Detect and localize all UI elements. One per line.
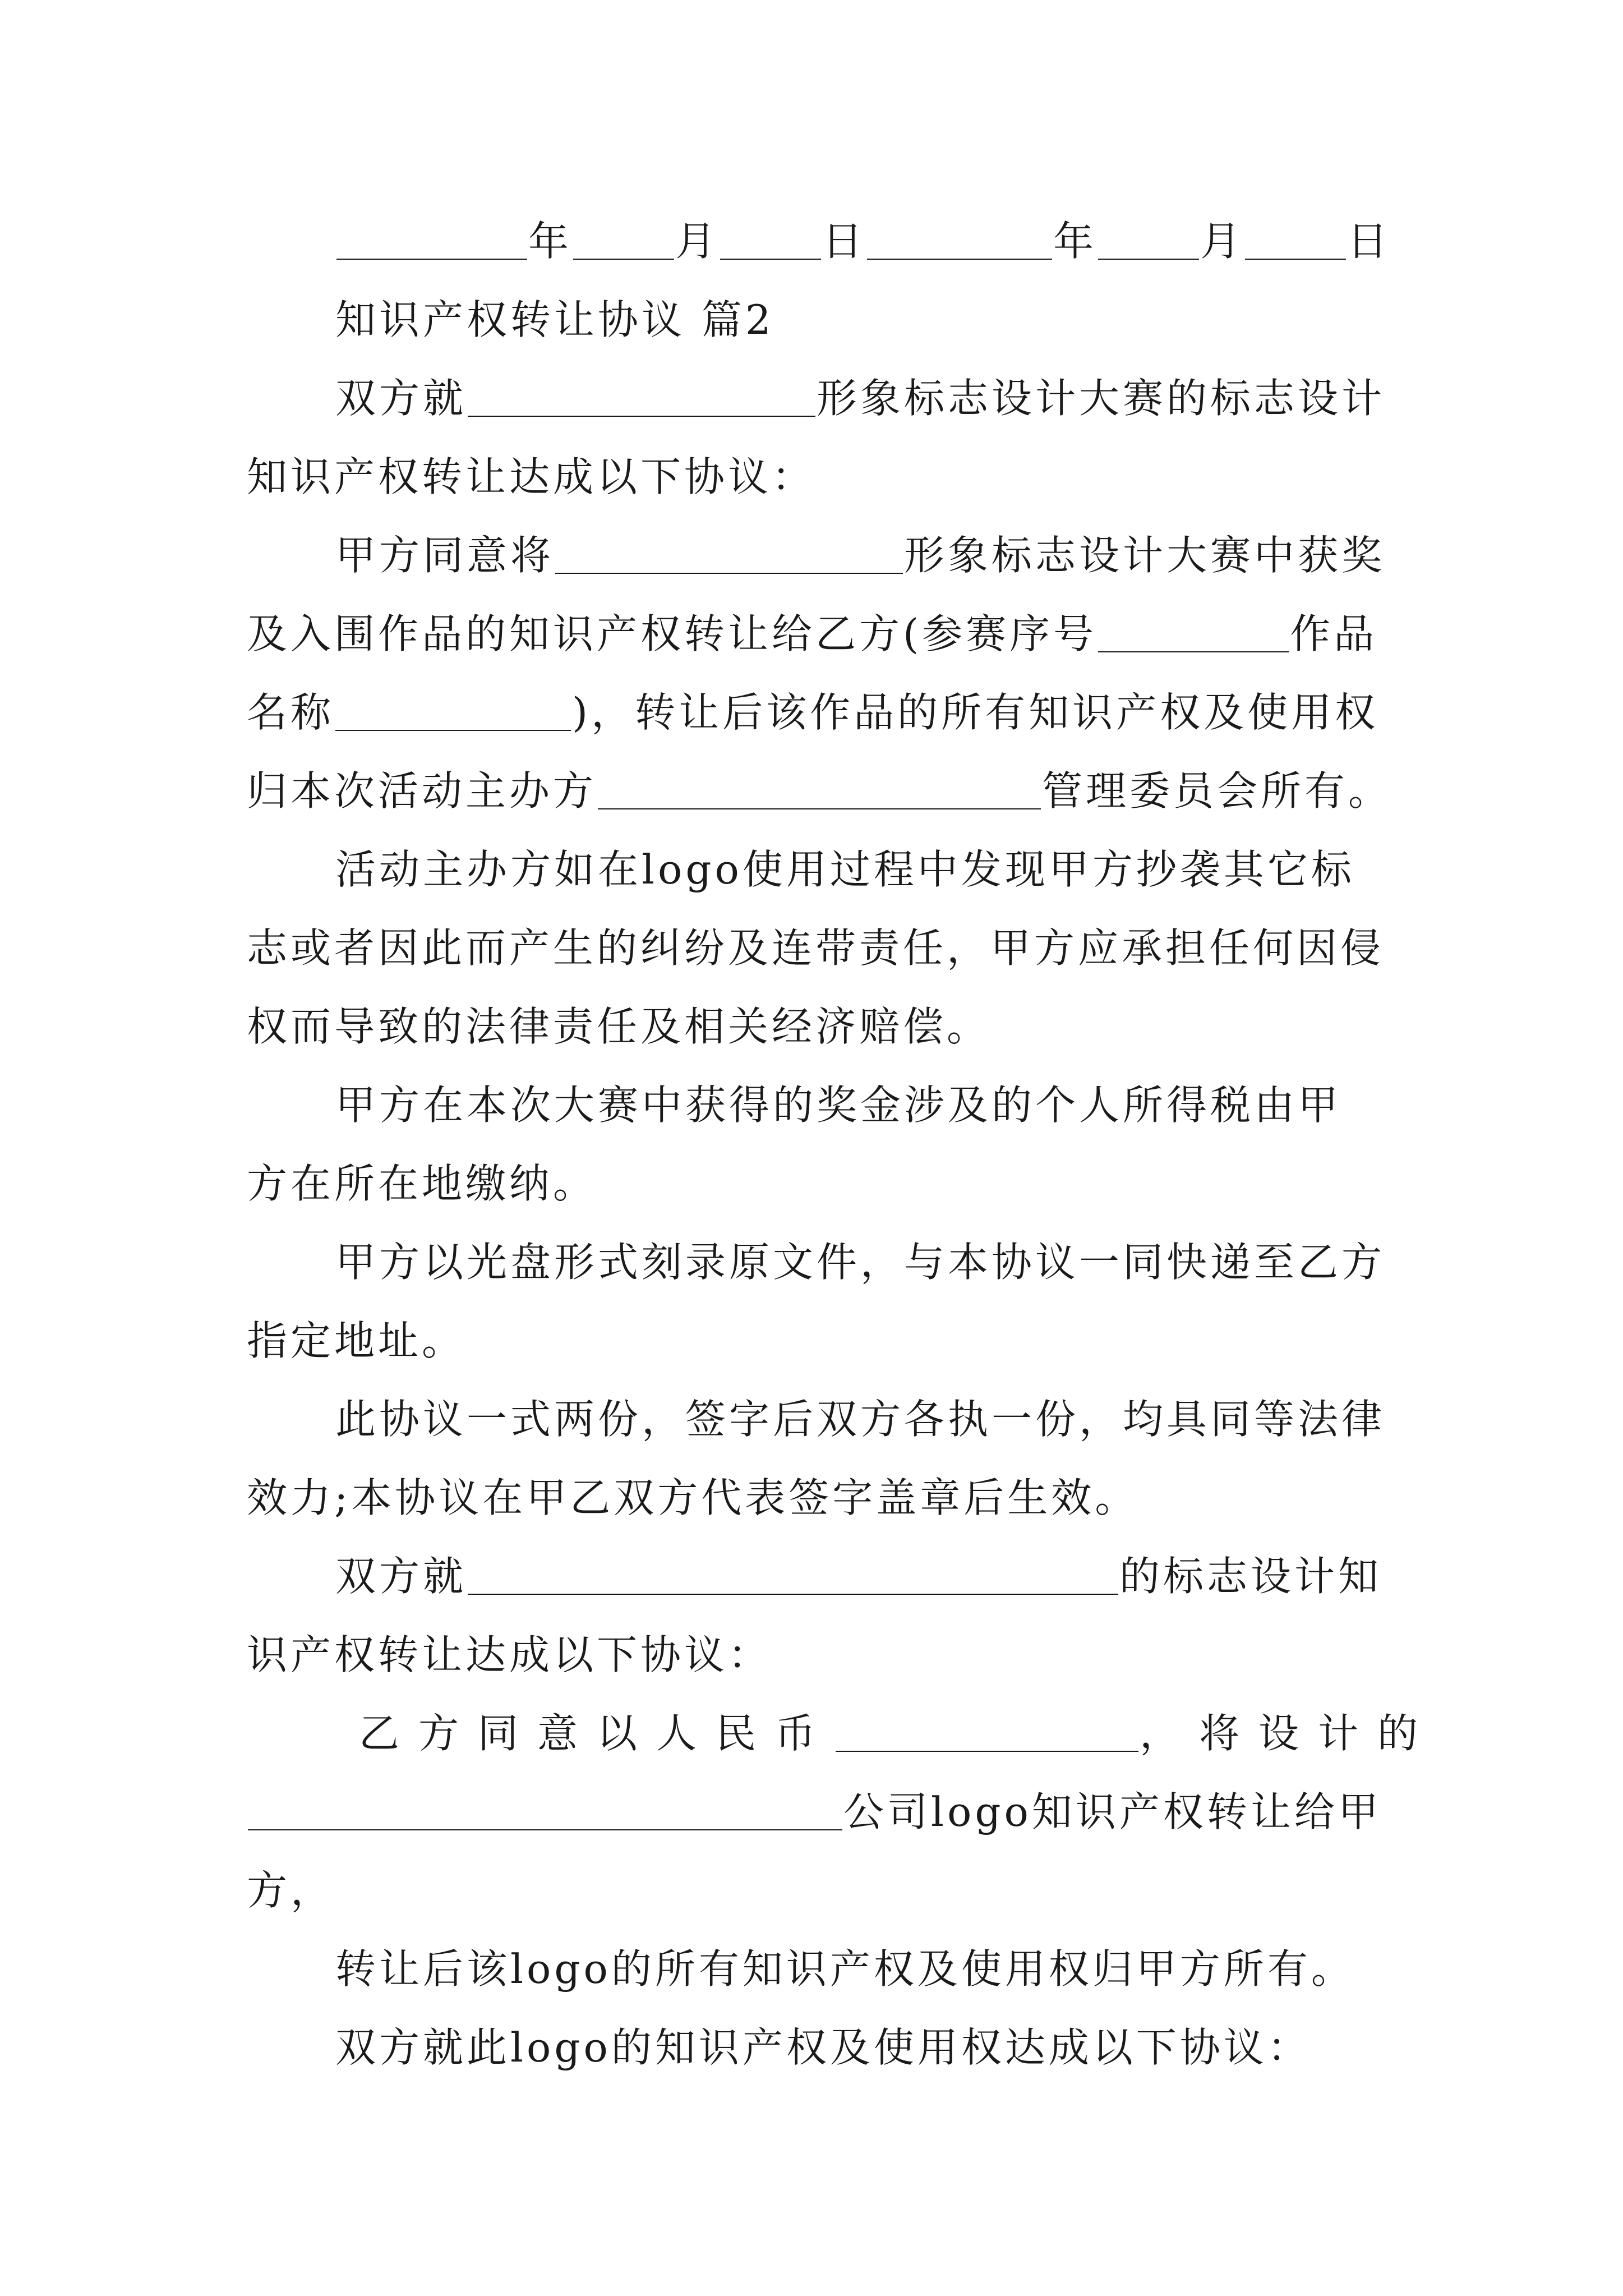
organizer-blank [598, 808, 1041, 809]
p2-line-3 [247, 673, 1378, 752]
p4-line-2: 方在所在地缴纳。 [247, 1160, 597, 1207]
company-blank [248, 1829, 842, 1830]
work-name-blank [335, 730, 571, 731]
day-blank-2 [1245, 259, 1346, 260]
p2-text-e: 名称 [247, 689, 335, 736]
p8-text-b: ，将设计的 [1140, 1710, 1437, 1757]
month-label-2: 月 [1200, 218, 1244, 265]
p6-line-1: 此协议一式两份，签字后双方各执一份，均具同等法律 [335, 1396, 1386, 1443]
p3-line-2: 志或者因此而产生的纠纷及连带责任，甲方应承担任何因侵 [247, 924, 1385, 972]
entry-number-blank [1098, 651, 1289, 652]
p8-line-1 [359, 1694, 1437, 1773]
p7-text-b: 的标志设计知 [1119, 1553, 1382, 1600]
p10-line-1: 双方就此logo的知识产权及使用权达成以下协议： [335, 2024, 1311, 2071]
event-name-blank [468, 416, 815, 417]
p8-text-c: 公司logo知识产权转让给甲 [843, 1788, 1382, 1835]
p4-line-1: 甲方在本次大赛中获得的奖金涉及的个人所得税由甲 [335, 1082, 1342, 1129]
p8-text-a: 乙方同意以人民币 [359, 1710, 835, 1757]
p2-text-d: 作品 [1290, 610, 1378, 657]
p1-line-2: 知识产权转让达成以下协议： [247, 453, 816, 500]
signature-date-line [335, 202, 1391, 280]
day-label-2: 日 [1347, 218, 1391, 265]
month-blank-2 [1098, 259, 1199, 260]
year-label-1: 年 [528, 218, 573, 265]
day-label-1: 日 [822, 218, 866, 265]
p1-text-b: 形象标志设计大赛的标志设计 [817, 375, 1386, 422]
p7-text-a: 双方就 [335, 1553, 467, 1600]
p1-line-1 [335, 359, 1385, 438]
p5-line-1: 甲方以光盘形式刻录原文件，与本协议一同快递至乙方 [335, 1239, 1386, 1286]
p3-line-1: 活动主办方如在logo使用过程中发现甲方抄袭其它标 [335, 846, 1355, 893]
p7-line-2: 识产权转让达成以下协议： [247, 1631, 772, 1678]
year-label-2: 年 [1053, 218, 1098, 265]
amount-blank [836, 1751, 1138, 1752]
year-blank-2 [867, 259, 1052, 260]
p1-text-a: 双方就 [335, 375, 467, 422]
p7-line-1 [335, 1537, 1382, 1616]
subject-blank [468, 1594, 1118, 1595]
p2-text-a: 甲方同意将 [335, 532, 555, 579]
p8-line-3: 方， [247, 1867, 335, 1914]
section-heading: 知识产权转让协议 篇2 [335, 296, 774, 343]
p2-line-4 [247, 752, 1392, 830]
p2-text-g: 归本次活动主办方 [247, 767, 597, 815]
month-blank-1 [573, 259, 674, 260]
event-name-blank-2 [555, 573, 903, 574]
month-label-1: 月 [675, 218, 720, 265]
p2-line-1 [335, 516, 1385, 595]
p2-text-f: )，转让后该作品的所有知识产权及使用权 [572, 689, 1379, 736]
day-blank-1 [720, 259, 821, 260]
p2-text-h: 管理委员会所有。 [1042, 767, 1393, 815]
p8-line-2 [247, 1773, 1382, 1851]
p2-text-b: 形象标志设计大赛中获奖 [904, 532, 1386, 579]
p2-text-c: 及入围作品的知识产权转让给乙方(参赛序号 [247, 610, 1098, 657]
year-blank-1 [336, 259, 527, 260]
p6-line-2: 效力;本协议在甲乙双方代表签字盖章后生效。 [247, 1474, 1139, 1521]
p3-line-3: 权而导致的法律责任及相关经济赔偿。 [247, 1003, 991, 1050]
p2-line-2 [247, 595, 1377, 673]
p9-line-1: 转让后该logo的所有知识产权及使用权归甲方所有。 [335, 1945, 1355, 1993]
p5-line-2: 指定地址。 [247, 1317, 466, 1364]
